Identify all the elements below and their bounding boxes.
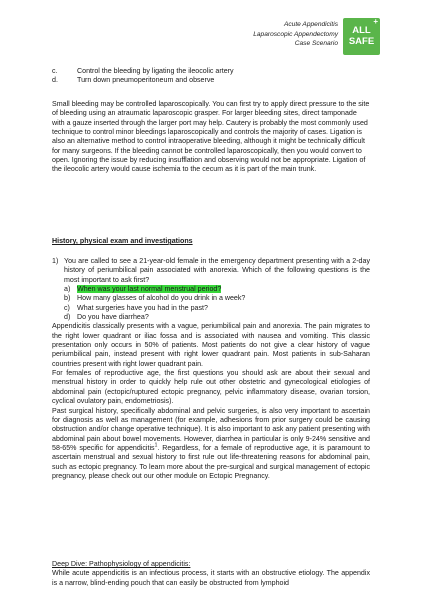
answer-text: What surgeries have you had in the past? bbox=[77, 303, 208, 312]
deep-dive-text: While acute appendicitis is an infectious process, it starts with an obstructive etiology. The appendix is a narrow, blind-ending pouch that can easily be obstructed from lymphoid bbox=[52, 569, 370, 587]
logo-text-line1: ALL bbox=[352, 25, 371, 36]
deep-dive-title: Deep Dive: Pathophysiology of appendicitis: bbox=[52, 560, 191, 568]
list-marker: d. bbox=[52, 76, 58, 85]
deep-dive-section bbox=[52, 560, 370, 588]
explanation-paragraph-3 bbox=[52, 407, 370, 482]
list-item bbox=[52, 67, 370, 76]
explanation-p3-continued: . Regardless, for a female of reproductive age, it is paramount to ascertain menstrual and sexual history to first rule out life-threatening reasons for abdominal pain, such as ectopic pregnancy. To learn more about the pre-surgical and surgical management of ectopic pregnancy, please check out our other module on Ectopic Pregnancy. bbox=[52, 443, 371, 480]
list-item-text: Control the bleeding by ligating the ileocolic artery bbox=[77, 67, 234, 75]
question-block bbox=[52, 257, 370, 481]
allsafe-logo bbox=[343, 18, 380, 55]
explanation-paragraph-2: For females of reproductive age, the first questions you should ask are about their sexual and menstrual history in order to quickly help rule out other obstetric and gynecological etiologies of abdominal pain (ectopic/ruptured ectopic pregnancy, pelvic inflammatory disease, ovarian torsion, cyclical ovulatory pain, endometriosis). bbox=[52, 369, 370, 406]
answer-text: How many glasses of alcohol do you drink in a week? bbox=[77, 294, 246, 303]
question-number: 1) bbox=[52, 257, 59, 265]
answer-marker: b) bbox=[64, 294, 71, 303]
bleeding-paragraph: Small bleeding may be controlled laparoscopically. You can first try to apply direct pressure to the site of bleeding using an atraumatic laparoscopic grasper. For larger bleeding sites, direct tamponade with a gauze inserted through the larger port may help. Cautery is probably the most commonly used technique to control minor bleedings laparoscopically and controls the majority of cases. Ligation is also an alternative method to control intraoperative bleeding, although it might be technically difficult for many surgeons. If the bleeding cannot be controlled laparoscopically, then you would convert to open. Ignoring the issue by reducing insufflation and observing would not be appropriate. Ligation of the ileocolic artery would cause ischemia to the cecum as it is part of the main trunk. bbox=[52, 100, 370, 174]
answer-option-a bbox=[64, 285, 370, 294]
answer-option-b bbox=[64, 294, 370, 303]
logo-text-line2: SAFE bbox=[348, 36, 375, 47]
list-item-text: Turn down pneumoperitoneum and observe bbox=[77, 76, 215, 85]
citation-superscript: 1 bbox=[154, 442, 158, 449]
section-heading bbox=[52, 237, 370, 246]
answer-option-c bbox=[64, 304, 370, 313]
answer-text: Do you have diarrhea? bbox=[77, 313, 149, 322]
answer-marker: a) bbox=[64, 285, 71, 294]
answer-list bbox=[64, 285, 370, 322]
explanation-p3-text: Past surgical history, specifically abdominal and pelvic surgeries, is also very important to ascertain for diagnosis as well as management (for example, adhesions from prior surgery could be causing obstruction and/or change operative technique). It is also important to ask any patient presenting with abdominal pain about bowel movements. However, diarrhea in particular is only 9-24% sensitive and 58-65% specific for appendicitis bbox=[52, 406, 370, 452]
explanation-paragraph-1: Appendicitis classically presents with a vague, periumbilical pain and anorexia. The pain migrates to the right lower quadrant or iliac fossa and is associated with nausea and vomiting. This classic presentation only occurs in 50% of patients. Most patients do not give a clear history of vague periumbilical pain, instead present with right lower quadrant pain. Most patients in sub-Saharan countries present with right lower quadrant pain. bbox=[52, 322, 370, 368]
section-title: History, physical exam and investigations bbox=[52, 237, 193, 245]
document-header bbox=[253, 20, 338, 49]
question bbox=[52, 257, 370, 285]
header-case-label: Case Scenario bbox=[294, 40, 338, 48]
logo-plus-icon: + bbox=[373, 17, 378, 26]
header-subtitle: Laparoscopic Appendectomy bbox=[253, 30, 338, 38]
list-item bbox=[52, 76, 370, 85]
option-list bbox=[52, 67, 370, 86]
question-text: You are called to see a 21-year-old female in the emergency department presenting with a 2-day history of periumbilical pain associated with anorexia. Which of the following questions is the most important to ask first? bbox=[64, 257, 370, 284]
list-marker: c. bbox=[52, 67, 58, 75]
answer-marker: c) bbox=[64, 303, 70, 312]
header-title: Acute Appendicitis bbox=[283, 21, 338, 28]
answer-marker: d) bbox=[64, 313, 71, 322]
correct-answer-highlight: When was your last normal menstrual period? bbox=[77, 285, 222, 294]
answer-option-d bbox=[64, 313, 370, 322]
